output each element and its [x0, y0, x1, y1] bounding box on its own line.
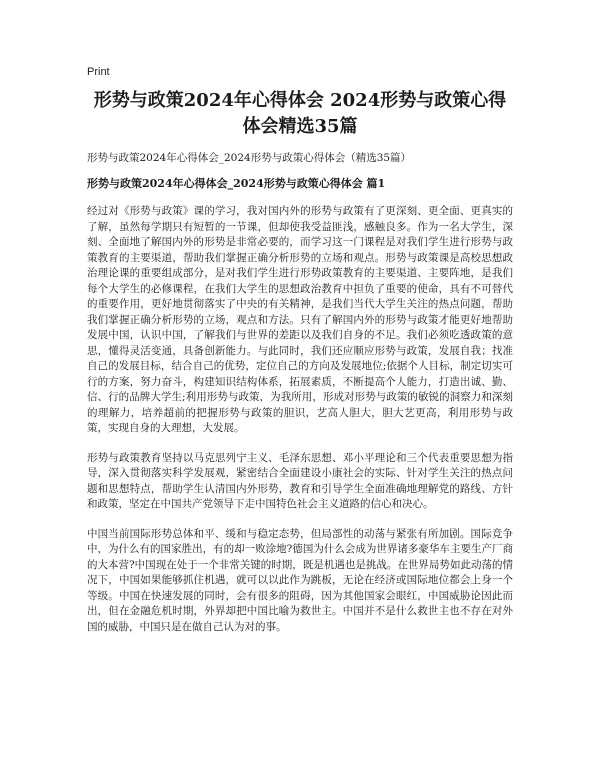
document-subtitle: 形势与政策2024年心得体会_2024形势与政策心得体会（精选35篇）	[87, 152, 412, 164]
document-title: 形势与政策2024年心得体会 2024形势与政策心得体会精选35篇	[93, 90, 507, 137]
paragraph-2: 形势与政策教育坚持以马克思列宁主义、毛泽东思想、邓小平理论和三个代表重要思想为指导，深入贯彻落实科学发展观，紧密结合全面建设小康社会的实际、针对学生关注的热点问题和思想特点，帮助学生认清国内外形势，教育和引导学生全面准确地理解党的路线、方针和政策，坚定在中国共产党领导下走中国特色社会主义道路的信心和决心。	[87, 451, 513, 510]
print-label: Print	[87, 66, 110, 78]
section-heading: 形势与政策2024年心得体会_2024形势与政策心得体会 篇1	[87, 177, 386, 190]
paragraph-3: 中国当前国际形势总体和平、缓和与稳定态势，但局部性的动荡与紧张有所加剧。国际竞争中，为什么有的国家胜出，有的却一败涂地?德国为什么会成为世界诸多豪华车主要生产厂商的大本营?中国现在处于一个非常关键的时期，既是机遇也是挑战。在世界局势如此动荡的情况下，中国如果能够抓住机遇，就可以以此作为跳板，无论在经济或国际地位都会上身一个等级。中国在快速发展的同时，会有很多的阻碍，因为其他国家会眼红，中国威胁论因此而出，但在金融危机时期，外界却把中国比喻为救世主。中国并不是什么救世主也不存在对外国的威胁，中国只是在做自己认为对的事。	[87, 527, 513, 633]
paragraph-1: 经过对《形势与政策》课的学习，我对国内外的形势与政策有了更深刻、更全面、更真实的了解，虽然每学期只有短暂的一节课，但却使我受益匪浅，感触良多。作为一名大学生，深刻、全面地了解国内外的形势是非常必要的，而学习这一门课程是对我们学生进行形势与政策教育的主要渠道，帮助我们掌握正确分析形势的立场和观点。形势与政策课是高校思想政治理论课的重要组成部分，是对我们学生进行形势政策教育的主要渠道、主要阵地，是我们每个大学生的必修课程，在我们大学生的思想政治教育中担负了重要的使命，具有不可替代的重要作用，更好地贯彻落实了中央的有关精神，是我们当代大学生关注的热点问题，帮助我们掌握正确分析形势的立场，观点和方法。只有了解国内外的形势与政策才能更好地帮助发展中国，认识中国，了解我们与世界的差距以及我们自身的不足。我们必须吃透政策的意思，懂得灵活变通，具备创新能力。与此同时，我们还应顺应形势与政策，发展自我；找准自己的发展目标，结合自己的优势，定位自己的方向及发展地位;依据个人目标，制定切实可行的方案，努力奋斗，构建知识结构体系，拓展素质，不断提高个人能力，打造出诚、勤、信、行的品牌大学生;利用形势与政策，为我所用，形成对形势与政策的敏锐的洞察力和深刻的理解力，培养超前的把握形势与政策的胆识，艺高人胆大，胆大艺更高，利用形势与政策，实现自身的大理想，大发展。	[87, 205, 513, 434]
